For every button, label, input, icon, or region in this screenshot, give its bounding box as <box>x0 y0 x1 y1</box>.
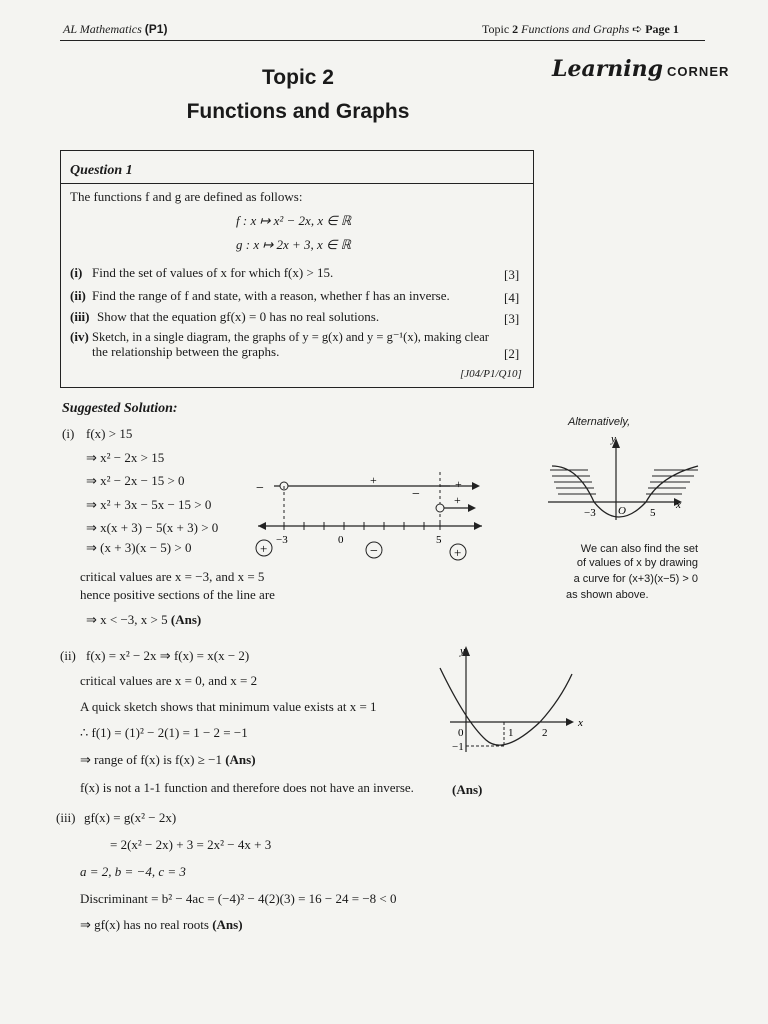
solution-iii-line: gf(x) = g(x² − 2x) <box>84 810 177 825</box>
solution-iii-line: Discriminant = b² − 4ac = (−4)² − 4(2)(3) = 16 − 24 = −8 < 0 <box>80 891 397 906</box>
answer-text: ⇒ x < −3, x > 5 <box>86 612 171 627</box>
question-def-g: g : x ↦ 2x + 3, x ∈ ℝ <box>236 237 351 252</box>
header-topic-number: 2 <box>512 22 519 36</box>
range-text: ⇒ range of f(x) is f(x) ≥ −1 <box>80 752 226 767</box>
part-label: (iv) <box>70 329 89 344</box>
tick-label: −3 <box>276 534 288 546</box>
solution-ii-inverse: f(x) is not a 1-1 function and therefore does not have an inverse. <box>80 780 414 795</box>
arrow-head <box>472 482 480 490</box>
part-text: Show that the equation gf(x) = 0 has no real solutions. <box>97 309 380 324</box>
answer-tag: (Ans) <box>225 752 256 767</box>
alt-parabola-sketch <box>548 432 708 526</box>
sign-label: + <box>454 493 461 507</box>
solution-ii-line: f(x) = x² − 2x ⇒ f(x) = x(x − 2) <box>86 648 250 663</box>
solution-i-step: ⇒ x² − 2x > 15 <box>86 450 165 465</box>
part-label: (ii) <box>70 288 86 303</box>
open-circle <box>436 504 444 512</box>
solution-i-step: ⇒ (x + 3)(x − 5) > 0 <box>86 540 192 555</box>
solution-i-step: ⇒ x(x + 3) − 5(x + 3) > 0 <box>86 520 219 535</box>
sign-circle-text: + <box>454 545 462 560</box>
arrow-head <box>468 504 476 512</box>
brand-script: Learning <box>552 56 664 82</box>
solution-i-answer <box>86 612 201 628</box>
solution-iii-line: a = 2, b = −4, c = 3 <box>80 864 186 879</box>
answer-text: ⇒ gf(x) has no real roots <box>80 917 213 932</box>
question-heading-rule <box>61 183 533 184</box>
solution-i-critical: critical values are x = −3, and x = 5 <box>80 569 265 584</box>
sign-circle-text: + <box>260 541 268 556</box>
tick-label: 5 <box>650 507 656 519</box>
x-axis-arrow <box>566 718 574 726</box>
solution-i-start: f(x) > 15 <box>86 426 133 441</box>
header-page-info <box>482 22 679 37</box>
part-text: Sketch, in a single diagram, the graphs of y = g(x) and y = g⁻¹(x), making clear <box>92 330 489 344</box>
answer-tag: (Ans) <box>212 917 243 932</box>
part-text-continued: the relationship between the graphs. <box>92 344 280 359</box>
solution-ii-line: ∴ f(1) = (1)² − 2(1) = 1 − 2 = −1 <box>80 725 248 740</box>
brand-word: CORNER <box>667 64 730 79</box>
sign-label: + <box>455 477 462 491</box>
sign-circle-text: − <box>370 544 378 559</box>
question-reference: [J04/P1/Q10] <box>460 368 522 380</box>
solution-iii-line: = 2(x² − 2x) + 3 = 2x² − 4x + 3 <box>110 837 272 852</box>
number-line-diagram <box>250 470 490 570</box>
solution-heading: Suggested Solution: <box>62 401 178 416</box>
header-topic-word: Topic <box>482 22 513 36</box>
part-text: Find the set of values of x for which f(x) > 15. <box>92 265 334 280</box>
solution-ii-line: A quick sketch shows that minimum value exists at x = 1 <box>80 699 377 714</box>
alt-note-line: We can also find the set <box>580 543 698 555</box>
part-marks: [2] <box>504 346 520 361</box>
question-heading: Question 1 <box>70 163 133 178</box>
header-topic-name: Functions and Graphs <box>518 22 630 36</box>
solution-iii-answer <box>80 917 243 933</box>
tick-label: −1 <box>452 741 464 753</box>
part-label: (iii) <box>70 309 90 324</box>
part-marks: [4] <box>504 290 520 305</box>
question-def-f: f : x ↦ x² − 2x, x ∈ ℝ <box>236 213 352 228</box>
solution-ii-range <box>80 752 256 768</box>
solution-i-step: ⇒ x² − 2x − 15 > 0 <box>86 473 185 488</box>
alt-heading: Alternatively, <box>568 416 631 428</box>
tick-label: 1 <box>508 727 514 739</box>
x-axis-label: x <box>578 717 583 729</box>
sign-label: + <box>370 473 377 487</box>
header-arrow-icon: ➪ <box>629 22 646 36</box>
page-title-name: Functions and Graphs <box>186 100 410 123</box>
alt-note-line: of values of x by drawing <box>576 557 698 569</box>
arrow-head-right <box>474 522 482 530</box>
page-title-topic: Topic 2 <box>262 66 334 89</box>
header-course <box>63 22 167 37</box>
tick-label: 0 <box>338 534 344 546</box>
brand-logo <box>552 56 729 82</box>
header-paper: (P1) <box>144 22 168 36</box>
sign-label: − <box>412 487 420 502</box>
part-text: Find the range of f and state, with a reason, whether f has an inverse. <box>92 288 450 303</box>
part-marks: [3] <box>504 311 520 326</box>
sign-label: − <box>256 481 264 496</box>
solution-part-label: (iii) <box>56 810 76 825</box>
solution-ii-line: critical values are x = 0, and x = 2 <box>80 673 258 688</box>
answer-tag: (Ans) <box>170 612 202 627</box>
solution-i-hence: hence positive sections of the line are <box>80 587 275 602</box>
parabola-sketch <box>430 640 590 760</box>
solution-part-label: (i) <box>62 426 75 441</box>
header-rule <box>60 40 705 41</box>
tick-label: 2 <box>542 727 548 739</box>
x-axis-label: x <box>676 499 681 511</box>
header-course-name: AL Mathematics <box>63 22 145 36</box>
origin-label: O <box>618 505 626 517</box>
tick-label: −3 <box>584 507 596 519</box>
tick-label: 5 <box>436 534 442 546</box>
y-axis-label: y <box>611 433 616 445</box>
alt-note-line: as shown above. <box>566 589 649 601</box>
question-intro: The functions f and g are defined as follows: <box>70 189 303 204</box>
alt-note-line: a curve for (x+3)(x−5) > 0 <box>573 573 698 585</box>
solution-part-label: (ii) <box>60 648 76 663</box>
arrow-head-left <box>258 522 266 530</box>
solution-i-step: ⇒ x² + 3x − 5x − 15 > 0 <box>86 497 212 512</box>
part-marks: [3] <box>504 267 520 282</box>
header-page-number: Page 1 <box>645 22 679 36</box>
origin-label: 0 <box>458 727 464 739</box>
y-axis-label: y <box>460 645 465 657</box>
part-label: (i) <box>70 265 83 280</box>
answer-tag: (Ans) <box>452 782 483 797</box>
